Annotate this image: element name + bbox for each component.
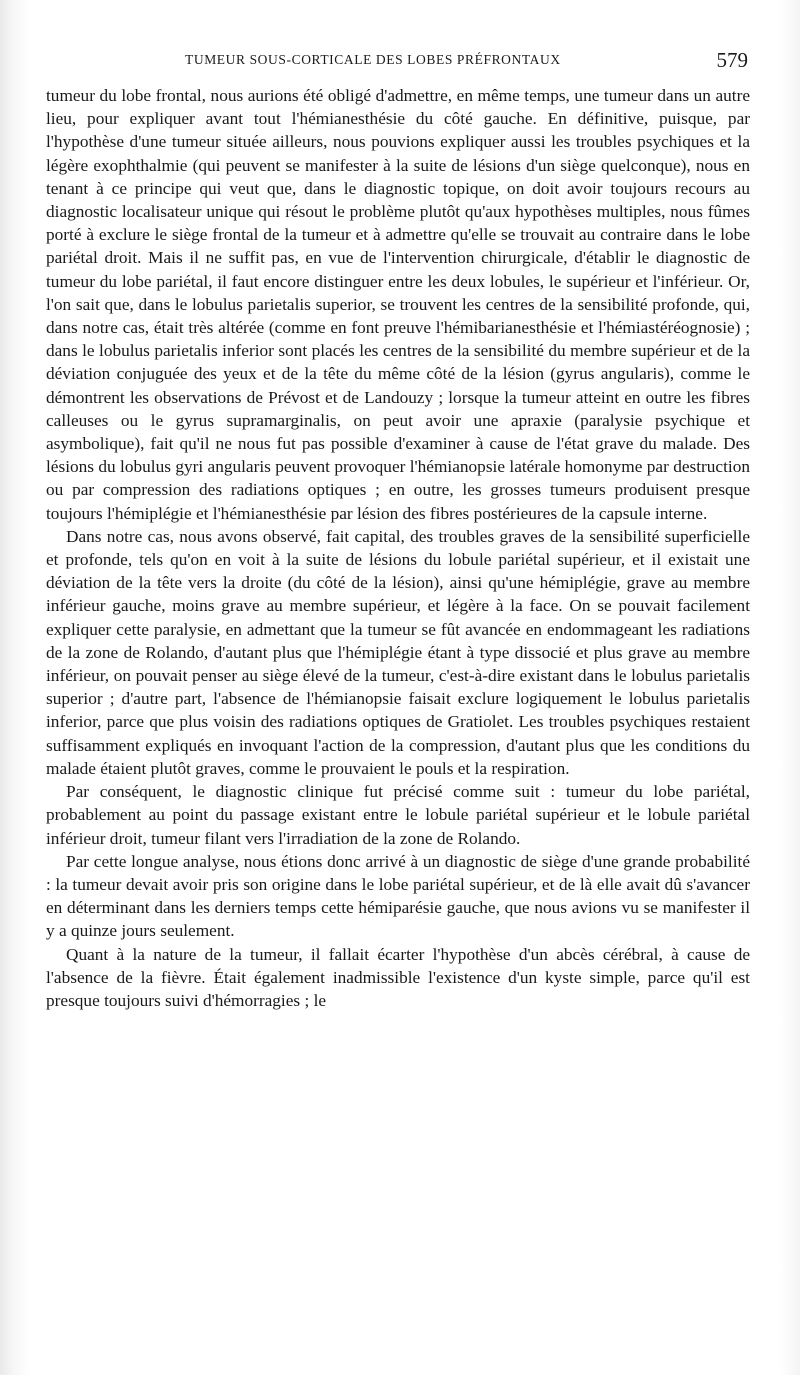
paragraph-2: Dans notre cas, nous avons observé, fait capital, des troubles graves de la sensibilité superficielle et profonde, tels qu'on en voit à la suite de lésions du lobule pariétal supérieur, et il existait une déviation de la tête vers la droite (du côté de la lésion), ainsi qu'une hémiplégie, grave au membre inférieur gauche, moins grave au membre supérieur, et légère à la face. On se pouvait facilement expliquer cette paralysie, en admettant que la tumeur se fût avancée en endommageant les radiations de la zone de Rolando, d'autant plus que l'hémiplégie étant à type dissocié et plus grave au membre inférieur, on pouvait penser au siège élevé de la tumeur, c'est-à-dire existant dans le lobulus parietalis superior ; d'autre part, l'absence de l'hémianopsie faisait exclure logiquement le lobulus parietalis inferior, parce que plus voisin des radiations optiques de Gratiolet. Les troubles psychiques restaient suffisamment expliqués en invoquant l'action de la compression, d'autant plus que les conditions du malade étaient plutôt graves, comme le prouvaient le pouls et la respiration. bbox=[46, 526, 750, 778]
paragraph-5: Quant à la nature de la tumeur, il fallait écarter l'hypothèse d'un abcès cérébral, à cause de l'absence de la fièvre. Était également inadmissible l'existence d'un kyste simple, parce qu'il est presque toujours suivi d'hémorragies ; le bbox=[46, 944, 750, 1010]
page-number: 579 bbox=[716, 48, 748, 72]
running-title: TUMEUR SOUS-CORTICALE DES LOBES PRÉFRONTAUX bbox=[185, 52, 561, 67]
paragraph-3: Par conséquent, le diagnostic clinique fut précisé comme suit : tumeur du lobe pariétal, probablement au point du passage existant entre le lobule pariétal supérieur et le lobule pariétal inférieur droit, tumeur filant vers l'irradiation de la zone de Rolando. bbox=[46, 782, 750, 848]
paragraph-4: Par cette longue analyse, nous étions donc arrivé à un diagnostic de siège d'une grande probabilité : la tumeur devait avoir pris son origine dans le lobe pariétal supérieur, et de là elle avait dû s'avancer en déterminant dans les derniers temps cette hémiparésie gauche, que nous avions vu se manifester il y a quinze jours seulement. bbox=[46, 851, 750, 941]
page-header bbox=[48, 48, 748, 78]
body-text bbox=[46, 84, 750, 1012]
paragraph-1: tumeur du lobe frontal, nous aurions été obligé d'admettre, en même temps, une tumeur dans un autre lieu, pour expliquer avant tout l'hémianesthésie du côté gauche. En définitive, puisque, par l'hypothèse d'une tumeur située ailleurs, nous pouvions expliquer aussi les troubles psychiques et la légère exophthalmie (qui peuvent se manifester à la suite de lésions d'un siège quelconque), nous en tenant à ce principe qui veut que, dans le diagnostic topique, on doit avoir toujours recours au diagnostic localisateur unique qui résout le problème plutôt qu'aux hypothèses multiples, nous fûmes porté à exclure le siège frontal de la tumeur et à admettre qu'elle se trouvait au contraire dans le lobe pariétal droit. Mais il ne suffit pas, en vue de l'intervention chirurgicale, d'établir le diagnostic de tumeur du lobe pariétal, il faut encore distinguer entre les deux lobules, le supérieur et l'inférieur. Or, l'on sait que, dans le lobulus parietalis superior, se trouvent les centres de la sensibilité profonde, qui, dans notre cas, était très altérée (comme en font preuve l'hémibarianesthésie et l'hémiastéréognosie) ; dans le lobulus parietalis inferior sont placés les centres de la sensibilité du membre supérieur et de la déviation conjuguée des yeux et de la tête du même côté de la lésion (gyrus angularis), comme le démontrent les observations de Prévost et de Landouzy ; lorsque la tumeur atteint en outre les fibres calleuses ou le gyrus supramarginalis, on peut avoir une apraxie (paralysie psychique et asymbolique), fait qu'il ne nous fut pas possible d'examiner à cause de l'état grave du malade. Des lésions du lobulus gyri angularis peuvent provoquer l'hémianopsie latérale homonyme par destruction ou par compression des radiations optiques ; en outre, les grosses tumeurs produisent presque toujours l'hémiplégie et l'hémianesthésie par lésion des fibres postérieures de la capsule interne. bbox=[46, 86, 750, 523]
